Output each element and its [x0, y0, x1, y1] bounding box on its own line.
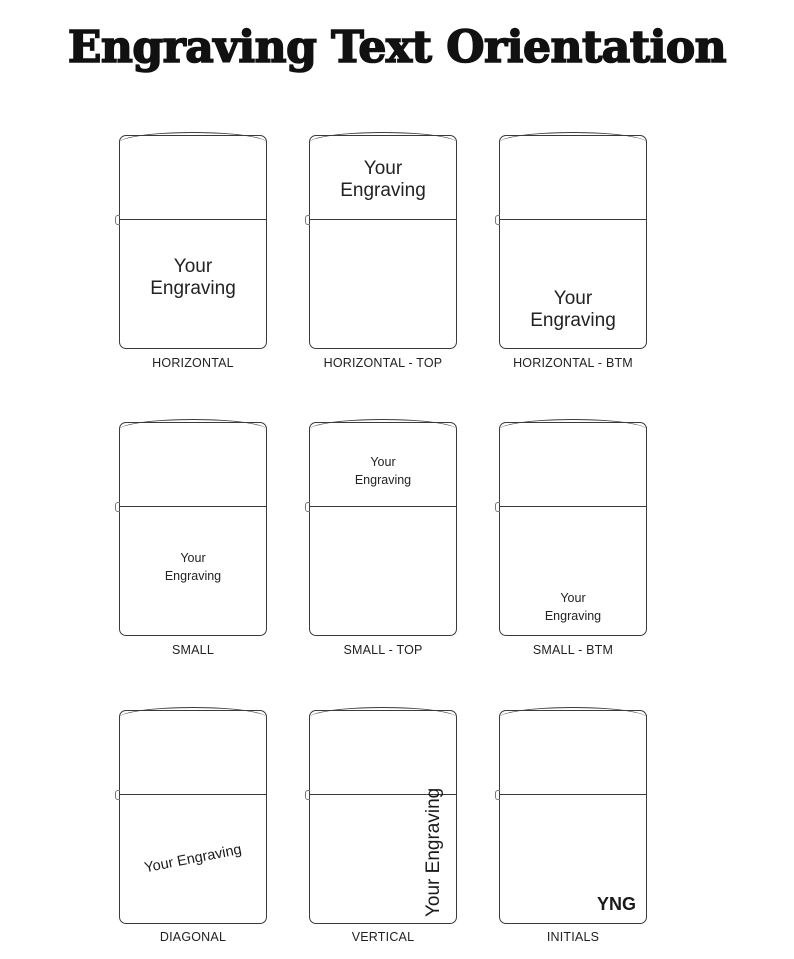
engraving-initials: YNG: [596, 894, 636, 914]
lighter-lid-seam: [500, 219, 646, 220]
lighter-lid-top: [499, 132, 647, 143]
lighter-diagonal: [119, 710, 267, 924]
caption-small: SMALL: [172, 643, 214, 657]
engraving-line-2: Engraving: [544, 609, 602, 624]
lighter-small: [119, 422, 267, 636]
engraving-line-2: Engraving: [164, 569, 222, 584]
lighter-hinge: [495, 215, 500, 225]
lighter-lid-seam: [120, 506, 266, 507]
lighter-horizontal-btm: [499, 135, 647, 349]
lighter-hinge: [495, 502, 500, 512]
lighter-horizontal-top: [309, 135, 457, 349]
engraving-line-2: Engraving: [354, 473, 412, 488]
lighter-lid-top: [309, 419, 457, 430]
engraving-horizontal-top: [310, 158, 456, 202]
lighter-lid-top: [309, 707, 457, 718]
lighter-vertical: [309, 710, 457, 924]
lighter-lid-top: [119, 419, 267, 430]
lighter-lid-top: [499, 707, 647, 718]
engraving-line-1: Your: [370, 455, 396, 469]
engraving-line-1: Your: [363, 158, 403, 179]
caption-horizontal: HORIZONTAL: [152, 356, 234, 370]
lighter-lid-top: [499, 419, 647, 430]
engraving-horizontal-btm: [500, 288, 646, 332]
lighter-initials: [499, 710, 647, 924]
engraving-line-1: Your: [560, 591, 586, 605]
caption-initials: INITIALS: [546, 930, 600, 944]
lighter-lid-seam: [500, 506, 646, 507]
lighter-lid-top: [119, 707, 267, 718]
caption-horizontal-top: HORIZONTAL - TOP: [323, 356, 443, 370]
engraving-line-2: Engraving: [340, 179, 426, 201]
engraving-line-1: Your: [180, 551, 206, 565]
lighter-hinge: [115, 502, 120, 512]
engraving-small: [120, 549, 266, 585]
caption-small-top: SMALL - TOP: [343, 643, 423, 657]
engraving-diagonal: Your Engraving: [143, 841, 243, 877]
page-title: Engraving Text Orientation: [67, 22, 727, 73]
lighter-horizontal: [119, 135, 267, 349]
lighter-hinge: [305, 215, 310, 225]
lighter-small-top: [309, 422, 457, 636]
engraving-horizontal: [120, 256, 266, 300]
lighter-hinge: [115, 215, 120, 225]
lighter-lid-seam: [310, 219, 456, 220]
lighter-hinge: [495, 790, 500, 800]
lighter-lid-seam: [310, 506, 456, 507]
engraving-line-1: Your: [553, 288, 593, 309]
lighter-lid-top: [309, 132, 457, 143]
engraving-line-2: Engraving: [530, 309, 616, 331]
lighter-hinge: [305, 502, 310, 512]
engraving-line-2: Engraving: [150, 277, 236, 299]
lighter-lid-seam: [500, 794, 646, 795]
lighter-hinge: [305, 790, 310, 800]
caption-diagonal: DIAGONAL: [159, 930, 227, 944]
lighter-lid-seam: [120, 219, 266, 220]
lighter-hinge: [115, 790, 120, 800]
caption-horizontal-btm: HORIZONTAL - BTM: [513, 356, 633, 370]
engraving-small-btm: [500, 589, 646, 625]
engraving-line-1: Your: [173, 256, 213, 277]
engraving-small-top: [310, 453, 456, 489]
lighter-small-btm: [499, 422, 647, 636]
engraving-vertical: Your Engraving: [423, 787, 444, 917]
caption-small-btm: SMALL - BTM: [532, 643, 614, 657]
lighter-lid-seam: [120, 794, 266, 795]
caption-vertical: VERTICAL: [351, 930, 415, 944]
lighter-lid-top: [119, 132, 267, 143]
